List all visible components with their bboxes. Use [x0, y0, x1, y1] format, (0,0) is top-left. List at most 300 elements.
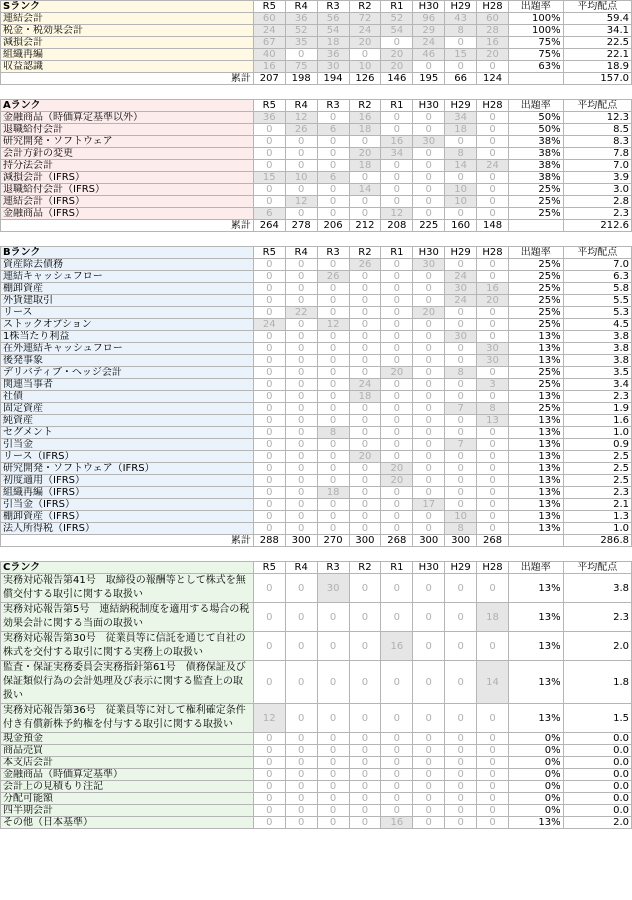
score-cell: 0	[445, 463, 477, 475]
score-cell: 0	[381, 574, 413, 603]
topic-row	[1, 124, 632, 136]
year-header: R2	[349, 1, 381, 13]
total-cell: 212	[349, 220, 381, 232]
score-cell: 0	[445, 451, 477, 463]
avg-header: 平均配点	[563, 100, 631, 112]
score-cell: 0	[349, 283, 381, 295]
avg-cell: 3.8	[563, 331, 631, 343]
total-cell: 160	[445, 220, 477, 232]
score-cell: 0	[285, 415, 317, 427]
score-cell: 0	[445, 259, 477, 271]
score-cell: 0	[381, 172, 413, 184]
score-cell: 0	[253, 403, 285, 415]
score-cell: 0	[317, 769, 349, 781]
score-cell: 0	[445, 793, 477, 805]
score-cell: 34	[381, 148, 413, 160]
score-cell: 0	[413, 295, 445, 307]
score-cell: 0	[413, 148, 445, 160]
score-cell: 0	[477, 208, 509, 220]
score-cell: 0	[253, 632, 285, 661]
score-cell: 0	[253, 331, 285, 343]
rank-title: Cランク	[1, 562, 254, 574]
score-cell: 0	[349, 632, 381, 661]
topic-row	[1, 745, 632, 757]
topic-name: 資産除去債務	[1, 259, 254, 271]
score-cell: 0	[413, 355, 445, 367]
avg-cell: 0.0	[563, 805, 631, 817]
score-cell: 0	[253, 603, 285, 632]
year-header: H29	[445, 562, 477, 574]
score-cell: 0	[381, 259, 413, 271]
score-cell: 0	[317, 451, 349, 463]
topic-row	[1, 307, 632, 319]
topic-row	[1, 355, 632, 367]
score-cell: 0	[381, 403, 413, 415]
score-cell: 0	[477, 391, 509, 403]
topic-row	[1, 283, 632, 295]
score-cell: 0	[253, 259, 285, 271]
topic-row	[1, 757, 632, 769]
score-cell: 0	[253, 661, 285, 704]
rate-cell: 0%	[508, 745, 563, 757]
total-cell: 207	[253, 73, 285, 85]
score-cell: 16	[381, 632, 413, 661]
score-cell: 0	[445, 61, 477, 73]
rate-cell: 13%	[508, 475, 563, 487]
avg-cell: 8.3	[563, 136, 631, 148]
score-cell: 0	[477, 112, 509, 124]
topic-row	[1, 208, 632, 220]
score-cell: 18	[477, 603, 509, 632]
score-cell: 0	[477, 632, 509, 661]
year-header: R2	[349, 100, 381, 112]
rate-cell: 50%	[508, 124, 563, 136]
score-cell: 0	[413, 805, 445, 817]
topic-row	[1, 184, 632, 196]
total-label: 累計	[1, 535, 254, 547]
rate-cell: 13%	[508, 661, 563, 704]
avg-header: 平均配点	[563, 247, 631, 259]
score-cell: 0	[445, 499, 477, 511]
score-cell: 0	[253, 499, 285, 511]
score-cell: 0	[349, 331, 381, 343]
topic-row	[1, 403, 632, 415]
topic-name: リース	[1, 307, 254, 319]
topic-row	[1, 805, 632, 817]
score-cell: 0	[413, 343, 445, 355]
score-cell: 0	[445, 805, 477, 817]
score-cell: 12	[381, 208, 413, 220]
topic-row	[1, 271, 632, 283]
section-gap	[0, 232, 632, 246]
rank-header-row	[1, 562, 632, 574]
score-cell: 0	[253, 271, 285, 283]
score-cell: 36	[285, 13, 317, 25]
score-cell: 0	[317, 391, 349, 403]
score-cell: 0	[413, 172, 445, 184]
score-cell: 20	[477, 49, 509, 61]
score-cell: 0	[349, 319, 381, 331]
topic-name: デリバティブ・ヘッジ会計	[1, 367, 254, 379]
score-cell: 0	[317, 112, 349, 124]
score-cell: 0	[317, 136, 349, 148]
score-cell: 0	[253, 745, 285, 757]
total-cell: 268	[381, 535, 413, 547]
topic-name: 組織再編（IFRS）	[1, 487, 254, 499]
score-cell: 0	[413, 757, 445, 769]
score-cell: 0	[349, 574, 381, 603]
score-cell: 0	[413, 196, 445, 208]
avg-cell: 3.9	[563, 172, 631, 184]
rate-cell: 13%	[508, 574, 563, 603]
topic-name: 金融商品（IFRS）	[1, 208, 254, 220]
topic-row	[1, 511, 632, 523]
year-header: R1	[381, 1, 413, 13]
score-cell: 0	[413, 817, 445, 829]
score-cell: 0	[381, 439, 413, 451]
total-cell: 146	[381, 73, 413, 85]
topic-name: 減損会計（IFRS）	[1, 172, 254, 184]
score-cell: 0	[285, 283, 317, 295]
topic-name: 本支店会計	[1, 757, 254, 769]
score-cell: 0	[317, 781, 349, 793]
topic-row	[1, 196, 632, 208]
score-cell: 0	[381, 112, 413, 124]
score-cell: 20	[381, 463, 413, 475]
total-cell: 198	[285, 73, 317, 85]
score-cell: 0	[349, 295, 381, 307]
score-cell: 0	[413, 208, 445, 220]
topic-name: 税金・税効果会計	[1, 25, 254, 37]
score-cell: 0	[285, 805, 317, 817]
avg-cell: 1.0	[563, 523, 631, 535]
topic-row	[1, 295, 632, 307]
score-cell: 0	[445, 172, 477, 184]
topic-row	[1, 733, 632, 745]
score-cell: 0	[349, 439, 381, 451]
avg-cell: 2.3	[563, 603, 631, 632]
avg-cell: 1.6	[563, 415, 631, 427]
score-cell: 0	[253, 184, 285, 196]
score-cell: 0	[285, 295, 317, 307]
score-cell: 0	[317, 463, 349, 475]
score-cell: 0	[413, 283, 445, 295]
topic-name: 分配可能額	[1, 793, 254, 805]
score-cell: 0	[381, 661, 413, 704]
score-cell: 0	[381, 745, 413, 757]
score-cell: 40	[253, 49, 285, 61]
score-cell: 0	[285, 704, 317, 733]
score-cell: 0	[285, 148, 317, 160]
score-cell: 0	[477, 307, 509, 319]
score-cell: 0	[317, 331, 349, 343]
topic-name: 法人所得税（IFRS）	[1, 523, 254, 535]
score-cell: 30	[477, 355, 509, 367]
score-cell: 18	[317, 37, 349, 49]
score-cell: 0	[413, 745, 445, 757]
score-cell: 0	[349, 136, 381, 148]
score-cell: 0	[253, 136, 285, 148]
score-cell: 24	[477, 160, 509, 172]
total-label: 累計	[1, 73, 254, 85]
topic-row	[1, 343, 632, 355]
score-cell: 26	[285, 124, 317, 136]
score-cell: 0	[413, 271, 445, 283]
score-cell: 0	[285, 331, 317, 343]
total-avg: 286.8	[563, 535, 631, 547]
year-header: R3	[317, 247, 349, 259]
score-cell: 0	[317, 355, 349, 367]
score-cell: 12	[317, 319, 349, 331]
score-cell: 67	[253, 37, 285, 49]
score-cell: 0	[349, 487, 381, 499]
score-cell: 0	[253, 523, 285, 535]
score-cell: 0	[253, 379, 285, 391]
score-cell: 0	[381, 733, 413, 745]
score-cell: 0	[413, 184, 445, 196]
topic-row	[1, 817, 632, 829]
score-cell: 0	[349, 343, 381, 355]
score-cell: 0	[349, 769, 381, 781]
score-cell: 0	[285, 391, 317, 403]
topic-row	[1, 451, 632, 463]
topic-name: 退職給付会計	[1, 124, 254, 136]
score-cell: 0	[445, 415, 477, 427]
score-cell: 0	[381, 283, 413, 295]
year-header: R4	[285, 247, 317, 259]
score-cell: 24	[253, 25, 285, 37]
score-cell: 0	[445, 574, 477, 603]
score-cell: 0	[381, 124, 413, 136]
score-cell: 26	[317, 271, 349, 283]
score-cell: 0	[381, 499, 413, 511]
score-cell: 15	[253, 172, 285, 184]
score-cell: 52	[381, 13, 413, 25]
avg-cell: 22.1	[563, 49, 631, 61]
topic-name: 監査・保証実務委員会実務指針第61号 債務保証及び保証類似行為の会計処理及び表示に関する監査上の取扱い	[1, 661, 254, 704]
score-cell: 0	[349, 523, 381, 535]
score-cell: 6	[253, 208, 285, 220]
topic-name: 金融商品（時価算定基準以外）	[1, 112, 254, 124]
rate-cell: 13%	[508, 523, 563, 535]
topic-name: 収益認識	[1, 61, 254, 73]
score-cell: 72	[349, 13, 381, 25]
topic-row	[1, 259, 632, 271]
rate-cell: 0%	[508, 757, 563, 769]
year-header: H30	[413, 562, 445, 574]
score-cell: 0	[317, 817, 349, 829]
score-cell: 0	[381, 307, 413, 319]
total-cell: 126	[349, 73, 381, 85]
score-cell: 0	[381, 343, 413, 355]
score-cell: 0	[317, 403, 349, 415]
score-cell: 20	[381, 475, 413, 487]
score-cell: 0	[381, 769, 413, 781]
avg-header: 平均配点	[563, 562, 631, 574]
topic-row	[1, 367, 632, 379]
score-cell: 0	[477, 451, 509, 463]
rate-cell: 50%	[508, 112, 563, 124]
score-cell: 0	[253, 415, 285, 427]
score-cell: 0	[285, 574, 317, 603]
score-cell: 8	[445, 148, 477, 160]
topic-row	[1, 13, 632, 25]
score-cell: 30	[317, 61, 349, 73]
topic-name: 研究開発・ソフトウェア	[1, 136, 254, 148]
rate-cell: 25%	[508, 403, 563, 415]
score-cell: 0	[445, 136, 477, 148]
score-cell: 0	[445, 487, 477, 499]
avg-cell: 22.5	[563, 37, 631, 49]
topic-name: 四半期会計	[1, 805, 254, 817]
score-cell: 30	[413, 259, 445, 271]
score-cell: 0	[285, 379, 317, 391]
score-cell: 10	[285, 172, 317, 184]
rate-cell: 13%	[508, 331, 563, 343]
score-cell: 46	[413, 49, 445, 61]
total-cell: 225	[413, 220, 445, 232]
score-cell: 0	[349, 463, 381, 475]
score-cell: 0	[253, 817, 285, 829]
avg-cell: 2.5	[563, 475, 631, 487]
score-cell: 0	[285, 511, 317, 523]
score-cell: 0	[445, 781, 477, 793]
topic-name: 商品売買	[1, 745, 254, 757]
rate-cell: 100%	[508, 25, 563, 37]
total-cell: 208	[381, 220, 413, 232]
score-cell: 30	[445, 331, 477, 343]
score-cell: 0	[285, 208, 317, 220]
score-cell: 0	[445, 733, 477, 745]
score-cell: 0	[285, 367, 317, 379]
rate-cell: 13%	[508, 603, 563, 632]
score-cell: 0	[349, 781, 381, 793]
score-cell: 0	[285, 745, 317, 757]
rank-title: Sランク	[1, 1, 254, 13]
score-cell: 8	[445, 367, 477, 379]
score-cell: 0	[445, 379, 477, 391]
avg-cell: 0.0	[563, 781, 631, 793]
rate-cell: 25%	[508, 271, 563, 283]
score-cell: 0	[285, 661, 317, 704]
rate-cell: 63%	[508, 61, 563, 73]
score-cell: 54	[317, 25, 349, 37]
score-cell: 0	[285, 49, 317, 61]
score-cell: 0	[349, 704, 381, 733]
score-cell: 0	[413, 439, 445, 451]
topic-row	[1, 49, 632, 61]
rate-cell: 25%	[508, 208, 563, 220]
rate-cell: 25%	[508, 283, 563, 295]
score-cell: 0	[317, 415, 349, 427]
rank-table	[0, 246, 632, 547]
year-header: H30	[413, 100, 445, 112]
total-cell: 300	[413, 535, 445, 547]
score-cell: 0	[285, 769, 317, 781]
score-cell: 0	[477, 704, 509, 733]
topic-row	[1, 148, 632, 160]
score-cell: 8	[445, 523, 477, 535]
topic-row	[1, 574, 632, 603]
topic-name: 連結会計	[1, 13, 254, 25]
score-cell: 0	[317, 295, 349, 307]
avg-cell: 2.1	[563, 499, 631, 511]
score-cell: 0	[477, 148, 509, 160]
score-cell: 18	[349, 124, 381, 136]
score-cell: 0	[317, 523, 349, 535]
topic-name: その他（日本基準）	[1, 817, 254, 829]
score-cell: 12	[285, 196, 317, 208]
score-cell: 0	[445, 391, 477, 403]
rank-table	[0, 0, 632, 85]
score-cell: 0	[477, 196, 509, 208]
rate-cell: 0%	[508, 781, 563, 793]
avg-cell: 0.0	[563, 769, 631, 781]
avg-cell: 3.5	[563, 367, 631, 379]
score-cell: 0	[349, 499, 381, 511]
topic-name: 引当金（IFRS）	[1, 499, 254, 511]
score-cell: 0	[349, 817, 381, 829]
score-cell: 54	[381, 25, 413, 37]
score-cell: 0	[477, 136, 509, 148]
score-cell: 12	[285, 112, 317, 124]
score-cell: 0	[253, 283, 285, 295]
score-cell: 0	[285, 271, 317, 283]
topic-name: ストックオプション	[1, 319, 254, 331]
score-cell: 16	[477, 283, 509, 295]
score-cell: 0	[445, 307, 477, 319]
score-cell: 0	[381, 487, 413, 499]
rate-header: 出題率	[508, 100, 563, 112]
total-cell: 264	[253, 220, 285, 232]
score-cell: 6	[317, 172, 349, 184]
score-cell: 0	[413, 704, 445, 733]
score-cell: 0	[413, 661, 445, 704]
avg-cell: 5.8	[563, 283, 631, 295]
topic-name: 組織再編	[1, 49, 254, 61]
score-cell: 17	[413, 499, 445, 511]
score-cell: 0	[445, 745, 477, 757]
topic-row	[1, 172, 632, 184]
score-cell: 0	[477, 271, 509, 283]
rate-cell: 75%	[508, 49, 563, 61]
score-cell: 0	[317, 805, 349, 817]
score-cell: 0	[285, 451, 317, 463]
topic-row	[1, 136, 632, 148]
year-header: R3	[317, 1, 349, 13]
rate-cell: 100%	[508, 13, 563, 25]
rank-table	[0, 99, 632, 232]
year-header: H30	[413, 1, 445, 13]
score-cell: 0	[477, 499, 509, 511]
score-cell: 0	[477, 793, 509, 805]
topic-name: 1株当たり利益	[1, 331, 254, 343]
avg-cell: 4.5	[563, 319, 631, 331]
year-header: R2	[349, 247, 381, 259]
score-cell: 0	[253, 733, 285, 745]
score-cell: 0	[445, 769, 477, 781]
score-cell: 0	[317, 475, 349, 487]
avg-cell: 8.5	[563, 124, 631, 136]
score-cell: 0	[253, 451, 285, 463]
topic-row	[1, 319, 632, 331]
score-cell: 16	[477, 37, 509, 49]
score-cell: 0	[285, 817, 317, 829]
score-cell: 0	[253, 196, 285, 208]
total-cell: 206	[317, 220, 349, 232]
score-cell: 0	[413, 603, 445, 632]
score-cell: 14	[349, 184, 381, 196]
